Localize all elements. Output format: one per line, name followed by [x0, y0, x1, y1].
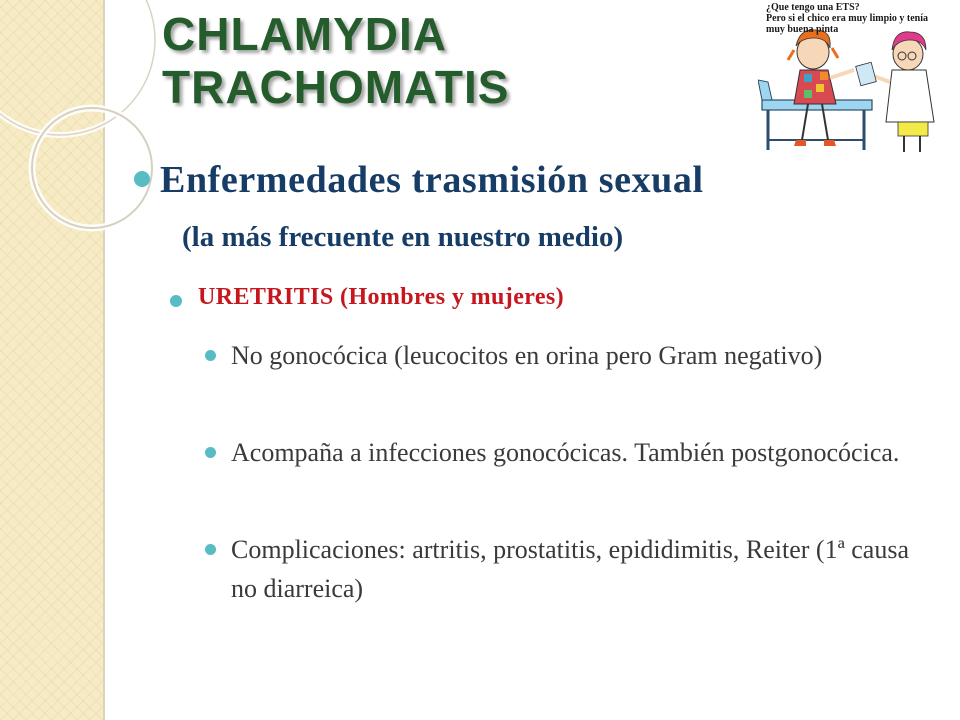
- caption-line-3: muy buena pinta: [766, 24, 839, 35]
- title-line-1: CHLAMYDIA: [162, 8, 447, 60]
- cartoon-caption: [766, 2, 956, 35]
- caption-line-1: ¿Que tengo una ETS?: [766, 2, 860, 13]
- bullet-icon: [134, 171, 150, 187]
- title-line-2: TRACHOMATIS: [162, 61, 510, 113]
- bullet-icon: [205, 447, 216, 458]
- detail-item: Acompaña a infecciones gonocócicas. También postgonocócica.: [231, 438, 900, 467]
- bullet-icon: [205, 544, 216, 555]
- bullet-icon: [205, 350, 216, 361]
- detail-item: Complicaciones: artritis, prostatitis, epididimitis, Reiter (1ª causa no diarreica): [231, 535, 909, 603]
- main-point: Enfermedades trasmisión sexual: [160, 159, 704, 201]
- slide-title: [162, 8, 509, 114]
- detail-item: No gonocócica (leucocitos en orina pero Gram negativo): [231, 341, 823, 370]
- section-heading: URETRITIS (Hombres y mujeres): [198, 284, 565, 310]
- bullet-icon: [170, 295, 182, 307]
- caption-line-2: Pero si el chico era muy limpio y tenía: [766, 13, 929, 24]
- main-point-subtitle: (la más frecuente en nuestro medio): [182, 221, 624, 253]
